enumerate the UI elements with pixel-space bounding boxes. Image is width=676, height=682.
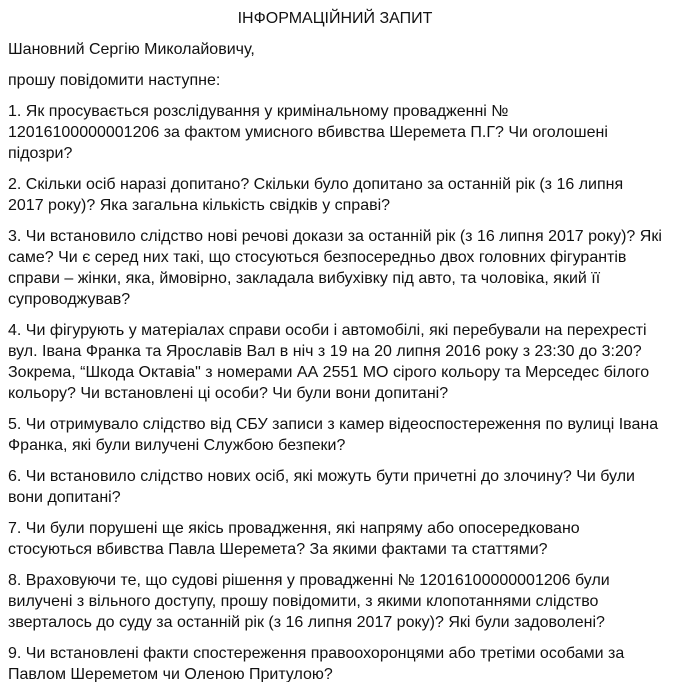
question-paragraph-9: 9. Чи встановлені факти спостереження правоохоронцями або третіми особами за Павлом Шереметом чи Оленою Притулою? [8,645,625,682]
intro-line: прошу повідомити наступне: [8,72,221,89]
question-paragraph-2: 2. Скільки осіб наразі допитано? Скільки було допитано за останній рік (з 16 липня 2017 року)? Яка загальна кількість свідків у справі? [8,176,624,214]
question-paragraph-7: 7. Чи були порушені ще якісь провадження, які напряму або опосередковано стосуються вбивства Павла Шеремета? За якими фактами та статтями? [8,520,580,558]
document-title: ІНФОРМАЦІЙНИЙ ЗАПИТ [237,10,433,27]
question-paragraph-5: 5. Чи отримувало слідство від СБУ записи з камер відеоспостереження по вулиці Івана Франка, які були вилучені Службою безпеки? [8,416,659,454]
question-paragraph-3: 3. Чи встановило слідство нові речові докази за останній рік (з 16 липня 2017 року)? Які саме? Чи є серед них такі, що стосуються безпосередньо двох головних фігурантів справи – жінки, яка, ймовірно, закладала вибухівку під авто, та чоловіка, який її супроводжував? [8,228,662,308]
question-paragraph-1: 1. Як просувається розслідування у кримінальному провадженні № 12016100000001206 за фактом умисного вбивства Шеремета П.Г? Чи оголошені підозри? [8,103,608,162]
question-paragraph-4: 4. Чи фігурують у матеріалах справи особи і автомобілі, які перебували на перехресті вул. Івана Франка та Ярославів Вал в ніч з 19 на 20 липня 2016 року з 23:30 до 3:20? Зокрема, “Шкода Октавіа" з номерами АА 2551 МО сірого кольору та Мерседес білого кольору? Чи встановлені ці особи? Чи були вони допитані? [8,322,650,402]
question-paragraph-8: 8. Враховуючи те, що судові рішення у провадженні № 12016100000001206 були вилучені з вільного доступу, прошу повідомити, з якими клопотаннями слідство зверталось до суду за останній рік (з 16 липня 2017 року)? Які були задоволені? [8,572,610,631]
question-paragraph-6: 6. Чи встановило слідство нових осіб, які можуть бути причетні до злочину? Чи були вони допитані? [8,468,635,506]
salutation: Шановний Сергію Миколайовичу, [8,41,255,58]
